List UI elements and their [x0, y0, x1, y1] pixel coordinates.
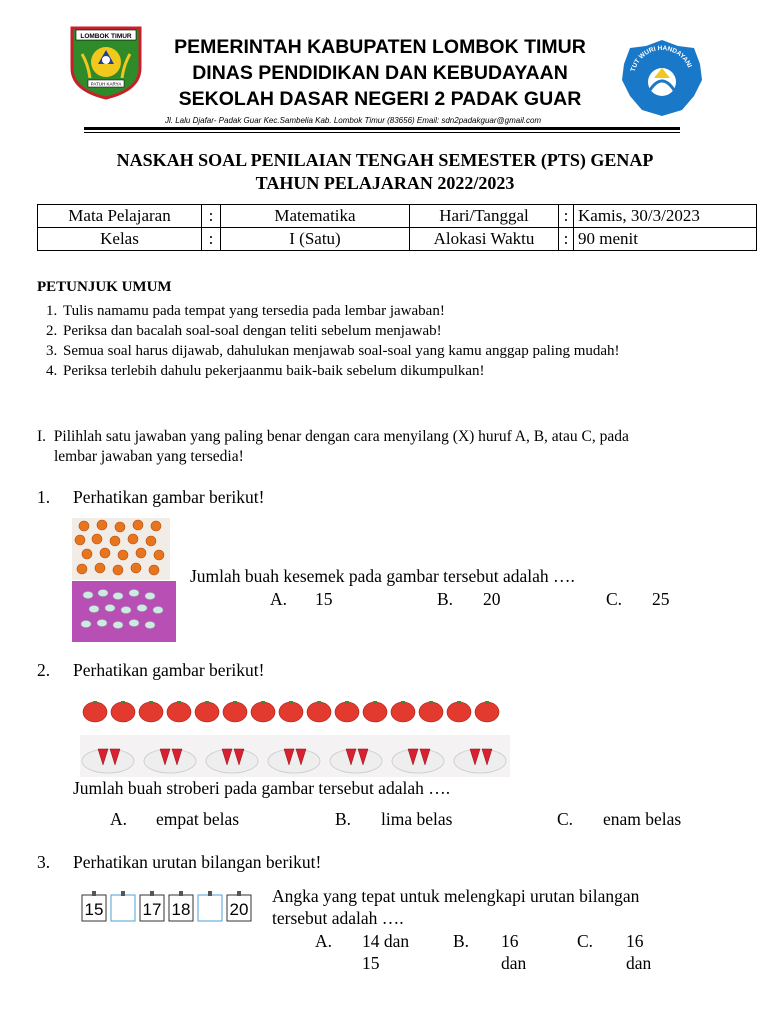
option-value: dan: [626, 953, 652, 973]
strawberries-picture-icon: [80, 735, 510, 777]
school-address: Jl. Lalu Djafar- Padak Guar Kec.Sambelia Kab. Lombok Timur (83656) Email: sdn2padakguar@gmail.com: [165, 116, 542, 125]
option-letter: B.: [437, 589, 454, 609]
section-line: Pilihlah satu jawaban yang paling benar dengan cara menyilang (X) huruf A, B, atau C, pada: [53, 428, 629, 445]
option-value: 16: [501, 931, 519, 951]
list-item: 3. Semua soal harus dijawab, dahulukan menjawab soal-soal yang kamu anggap paling mudah!: [61, 341, 721, 361]
option-letter: B.: [335, 809, 352, 829]
number-sequence-cards: [80, 890, 255, 924]
option-value: empat belas: [156, 809, 240, 829]
department-name: DINAS PENDIDIKAN DAN KEBUDAYAAN: [192, 62, 568, 84]
question-number: 2.: [37, 660, 51, 680]
info-label: Alokasi Waktu: [410, 228, 559, 251]
info-row: [38, 205, 757, 228]
question-prompt: Perhatikan urutan bilangan berikut!: [73, 852, 322, 872]
instructions-list: [37, 301, 721, 381]
question-text: Jumlah buah kesemek pada gambar tersebut adalah ….: [190, 566, 575, 586]
question-text: tersebut adalah ….: [272, 908, 404, 928]
list-item: 1. Tulis namamu pada tempat yang tersedia pada lembar jawaban!: [61, 301, 721, 321]
question-text: Angka yang tepat untuk melengkapi urutan bilangan: [272, 886, 640, 906]
option-value: 15: [315, 589, 333, 609]
header-divider-thin: [84, 132, 680, 133]
govt-name: PEMERINTAH KABUPATEN LOMBOK TIMUR: [174, 36, 586, 58]
info-row: [38, 228, 757, 251]
section-number: I.: [37, 428, 47, 445]
list-item: 2. Periksa dan bacalah soal-soal dengan teliti sebelum menjawab!: [61, 321, 721, 341]
option-letter: C.: [557, 809, 574, 829]
number-card: 17: [142, 900, 162, 919]
svg-text:TUT WURI HANDAYANI: TUT WURI HANDAYANI: [629, 44, 693, 73]
exam-info-table: [37, 204, 757, 251]
option-value: 15: [362, 953, 380, 973]
info-colon: :: [559, 205, 574, 228]
info-colon: :: [559, 228, 574, 251]
option-value: dan: [501, 953, 527, 973]
info-value: Kamis, 30/3/2023: [574, 205, 757, 228]
section-instruction: [37, 427, 737, 467]
info-colon: :: [202, 228, 221, 251]
tut-wuri-handayani-icon: [620, 38, 704, 118]
svg-text:LOMBOK TIMUR: LOMBOK TIMUR: [80, 33, 132, 40]
number-card: 18: [171, 900, 191, 919]
option-value: enam belas: [603, 809, 682, 829]
option-letter: C.: [577, 931, 594, 951]
info-label: Kelas: [38, 228, 202, 251]
option-letter: A.: [110, 809, 128, 829]
number-card: 15: [84, 900, 104, 919]
school-name: SEKOLAH DASAR NEGERI 2 PADAK GUAR: [178, 88, 582, 110]
option-letter: A.: [270, 589, 288, 609]
info-label: Mata Pelajaran: [38, 205, 202, 228]
list-item: 4. Periksa terlebih dahulu pekerjaanmu baik-baik sebelum dikumpulkan!: [61, 361, 721, 381]
option-value: 20: [483, 589, 501, 609]
option-value: lima belas: [381, 809, 453, 829]
question-number: 1.: [37, 487, 51, 507]
header-divider-thick: [84, 127, 680, 130]
instructions-heading: PETUNJUK UMUM: [37, 279, 172, 295]
question-number: 3.: [37, 852, 51, 872]
option-value: 14 dan: [362, 931, 410, 951]
tomatoes-picture-icon: [80, 697, 510, 727]
exam-title: NASKAH SOAL PENILAIAN TENGAH SEMESTER (PTS) GENAP: [116, 150, 654, 170]
option-letter: B.: [453, 931, 470, 951]
exam-year: TAHUN PELAJARAN 2022/2023: [255, 173, 515, 193]
option-letter: A.: [315, 931, 333, 951]
question-prompt: Perhatikan gambar berikut!: [73, 487, 265, 507]
number-card: 20: [229, 900, 249, 919]
eggs-picture-icon: [72, 581, 176, 642]
option-value: 25: [652, 589, 670, 609]
svg-text:PATUH KARYA: PATUH KARYA: [90, 81, 122, 87]
regency-emblem-icon: [68, 24, 144, 100]
info-colon: :: [202, 205, 221, 228]
option-letter: C.: [606, 589, 623, 609]
question-prompt: Perhatikan gambar berikut!: [73, 660, 265, 680]
info-value: 90 menit: [574, 228, 757, 251]
info-value: Matematika: [221, 205, 410, 228]
section-line: lembar jawaban yang tersedia!: [54, 448, 244, 465]
info-label: Hari/Tanggal: [410, 205, 559, 228]
info-value: I (Satu): [221, 228, 410, 251]
persimmon-picture-icon: [72, 518, 170, 580]
option-value: 16: [626, 931, 644, 951]
question-text: Jumlah buah stroberi pada gambar tersebut adalah ….: [73, 778, 451, 798]
